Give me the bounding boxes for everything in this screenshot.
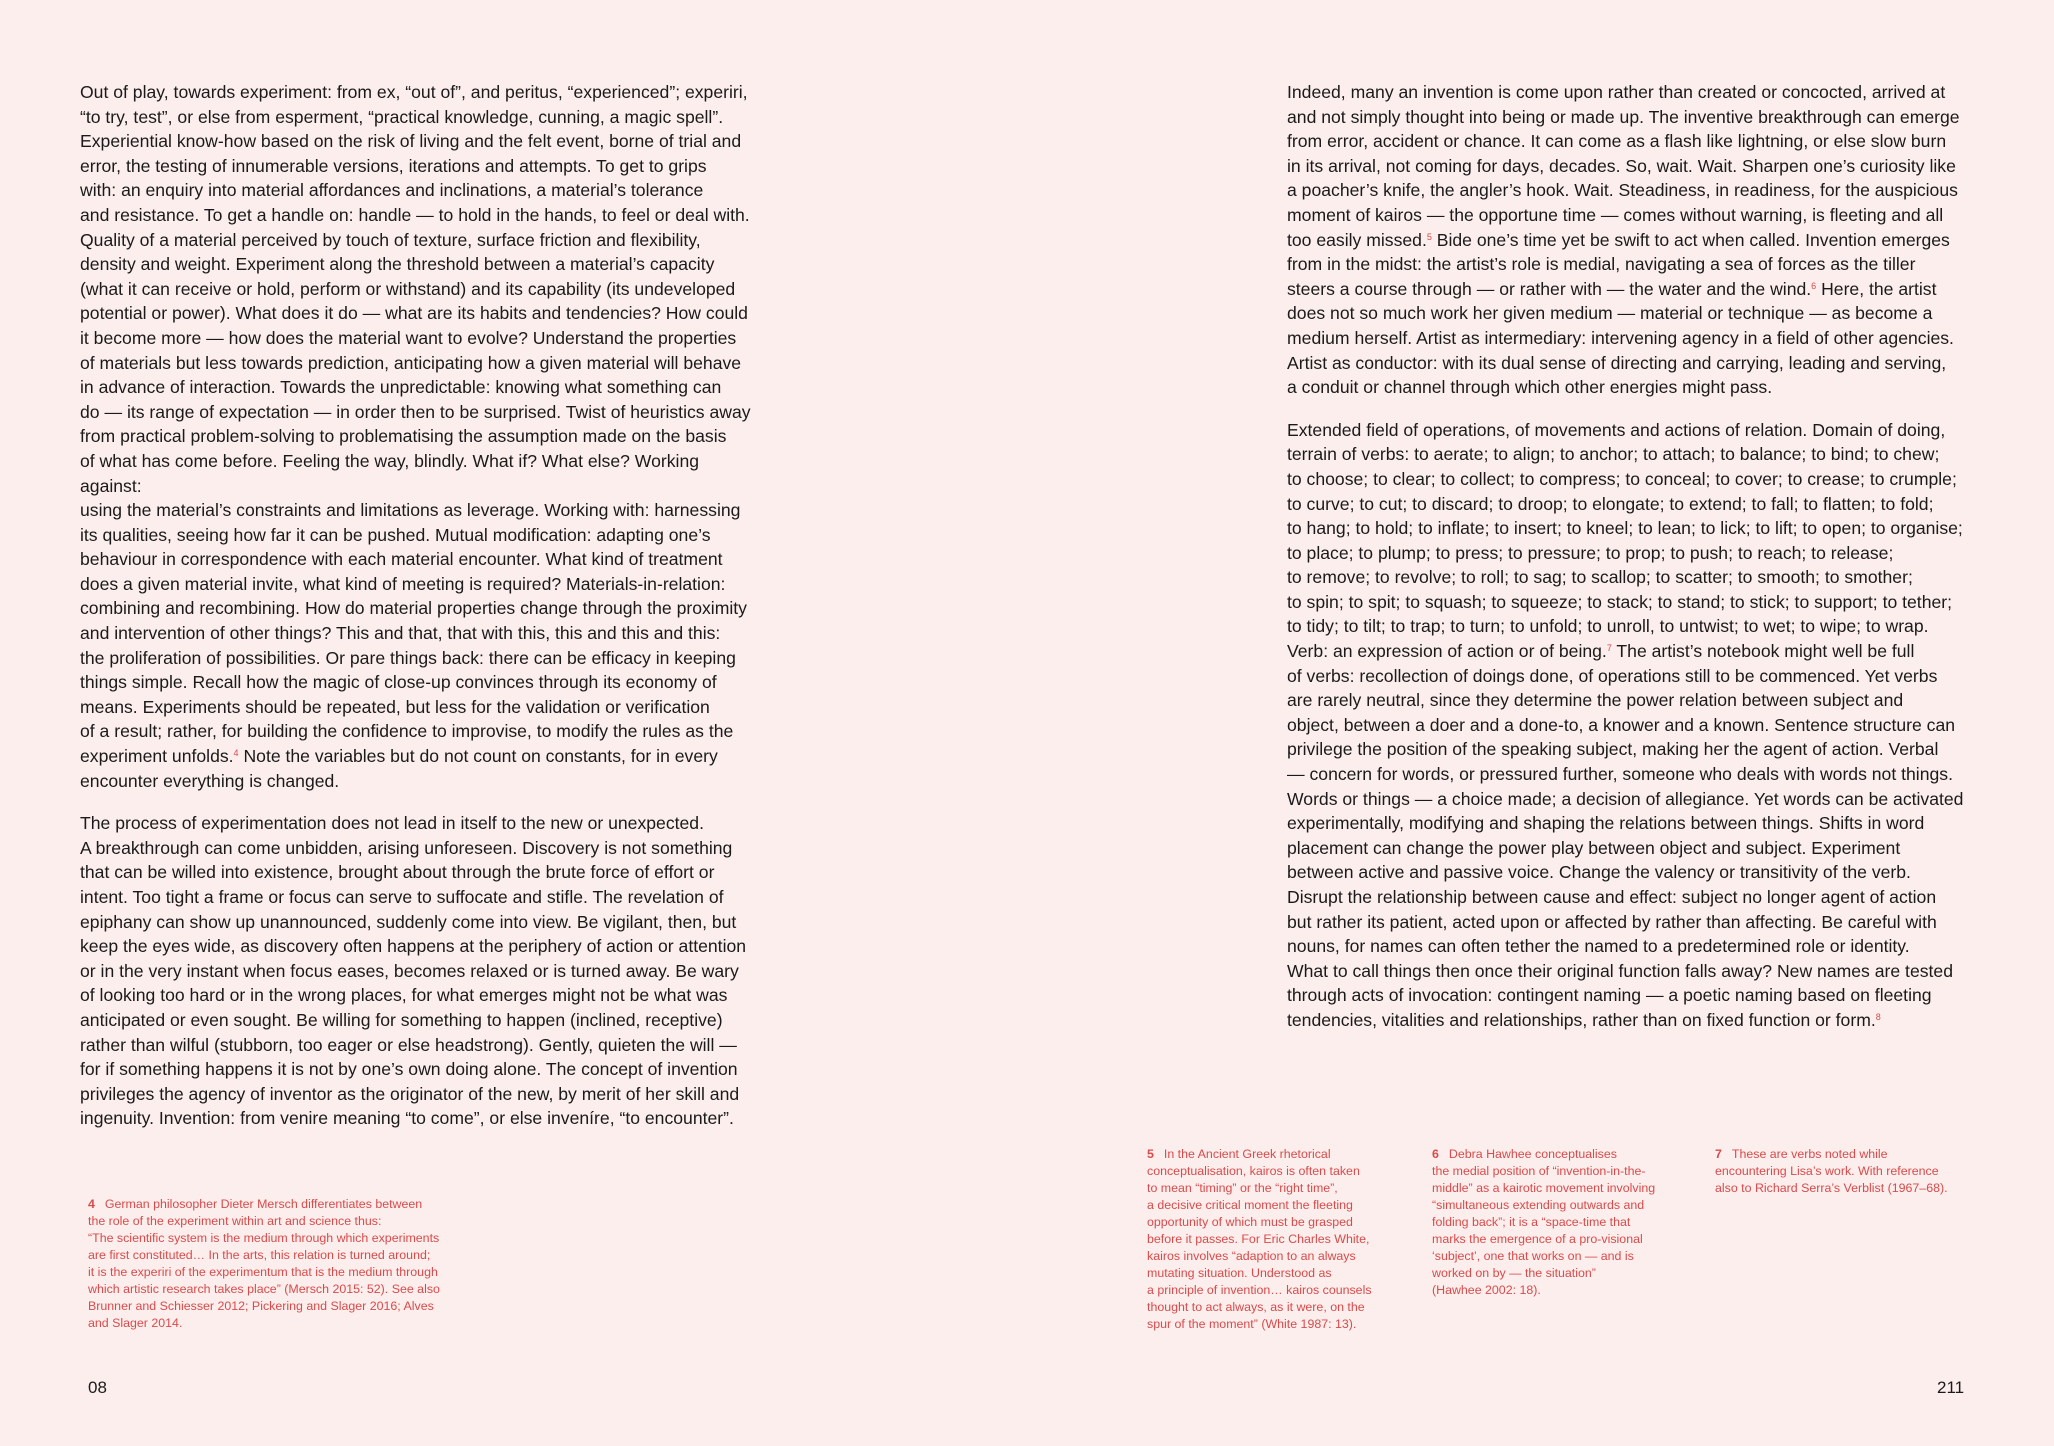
footnote-number: 4 (88, 1197, 95, 1211)
paragraph-verbs (1287, 418, 1997, 1033)
footnote-5 (1147, 1146, 1407, 1333)
paragraph-text: The artist’s notebook might well be full of verbs: recollection of doings done, of operations still to be commenced. Yet verbs are rarely neutral, since they determine the power relation between subject and object, between a doer and a done-to, a knower and a known. Sentence structure can privilege the position of the speaking subject, making her the agent of action. Verbal — concern for words, or pressured further, someone who deals with words not things. Words or things — a choice made; a decision of allegiance. Yet words can be activated experimentally, modifying and shaping the relations between things. Shifts in word placement can change the power play between object and subject. Experiment between active and passive voice. Change the valency or transitivity of the verb. Disrupt the relationship between cause and effect: subject no longer agent of action but rather its patient, acted upon or affected by rather than affecting. Be careful with nouns, for names can often tether the named to a predetermined role or identity. What to call things then once their original function falls away? New names are tested through acts of invocation: contingent naming — a poetic naming based on fleeting tendencies, vitalities and relationships, rather than on fixed function or form. (1287, 641, 1964, 1030)
footnote-ref-6[interactable]: 6 (1811, 280, 1817, 291)
footnote-text: In the Ancient Greek rhetorical conceptualisation, kairos is often taken to mean “timing” or the “right time”, a decisive critical moment the fleeting opportunity of which must be grasped before it passes. For Eric Charles White, kairos involves “adaption to an always mutating situation. Understood as a principle of invention… kairos counsels thought to act always, as it were, on the spur of the moment” (White 1987: 13). (1147, 1147, 1372, 1331)
paragraph-text: Out of play, towards experiment: from ex, “out of”, and peritus, “experienced”; experiri, “to try, test”, or else from esperment, “practical knowledge, cunning, a magic spell”. Experiential know-how based on the risk of living and the felt event, borne of trial and error, the testing of innumerable versions, iterations and attempts. To get to grips with: an enquiry into material affordances and inclinations, a material’s tolerance and resistance. To get a handle on: handle — to hold in the hands, to feel or deal with. Quality of a material perceived by touch of texture, surface friction and flexibility, density and weight. Experiment along the threshold between a material’s capacity (what it can receive or hold, perform or withstand) and its capability (its undeveloped potential or power). What does it do — what are its habits and tendencies? How could it become more — how does the material want to evolve? Understand the properties of materials but less towards prediction, anticipating how a given material will behave in advance of interaction. Towards the unpredictable: knowing what something can do — its range of expectation — in order then to be surprised. Twist of heuristics away from practical problem-solving to problematising the assumption made on the basis of what has come before. Feeling the way, blindly. What if? What else? Working against: using the material’s constraints and limitations as leverage. Working with: harnessing its qualities, seeing how far it can be pushed. Mutual modification: adapting one’s behaviour in correspondence with each material encounter. What kind of treatment does a given material invite, what kind of meeting is required? Materials-in-relation: combining and recombining. How do material properties change through the proximity and intervention of other things? This and that, that with this, this and this and this: the proliferation of possibilities. Or pare things back: there can be efficacy in keeping things simple. Recall how the magic of close-up convinces through its economy of means. Experiments should be repeated, but less for the validation or verification of a result; rather, for building the confidence to improvise, to modify the rules as the experiment unfolds. (80, 82, 751, 767)
page-number: 211 (1937, 1378, 1965, 1397)
footnote-ref-8[interactable]: 8 (1875, 1011, 1881, 1022)
footnote-number: 7 (1715, 1147, 1722, 1161)
paragraph-invention: The process of experimentation does not lead in itself to the new or unexpected. A breakthrough can come unbidden, arising unforeseen. Discovery is not something that can be willed into existence, brought about through the brute force of effort or intent. Too tight a frame or focus can serve to suffocate and stifle. The revelation of epiphany can show up unannounced, suddenly come into view. Be vigilant, then, but keep the eyes wide, as discovery often happens at the periphery of action or attention or in the very instant when focus eases, becomes relaxed or is turned away. Be wary of looking too hard or in the wrong places, for what emerges might not be what was anticipated or even sought. Be willing for something to happen (inclined, receptive) rather than wilful (stubborn, too eager or else headstrong). Gently, quieten the will — for if something happens it is not by one’s own doing alone. The concept of invention privileges the agency of inventor as the originator of the new, by merit of her skill and ingenuity. Invention: from venire meaning “to come”, or else inveníre, “to encounter”. (80, 813, 747, 1129)
footnote-text: These are verbs noted while encountering Lisa’s work. With reference also to Richard Serra’s Verblist (1967–68). (1715, 1147, 1948, 1195)
paragraph-text-tail: Note the variables but do not count on constants, for in every encounter everything is changed. (80, 746, 718, 791)
right-body-text (1287, 80, 1997, 1033)
paragraph-text: Indeed, many an invention is come upon rather than created or concocted, arrived at and not simply thought into being or made up. The inventive breakthrough can emerge from error, accident or chance. It can come as a flash like lightning, or else slow burn in its arrival, not coming for days, decades. So, wait. Wait. Sharpen one’s curiosity like a poacher’s knife, the angler’s hook. Wait. Steadiness, in readiness, for the auspicious moment of kairos — the opportune time — comes without warning, is fleeting and all too easily missed. (1287, 82, 1960, 250)
paragraph-text: Extended field of operations, of movements and actions of relation. Domain of doing, terrain of verbs: to aerate; to align; to anchor; to attach; to balance; to bind; to chew; to choose; to clear; to collect; to compress; to conceal; to cover; to crease; to crumple; to curve; to cut; to discard; to droop; to elongate; to extend; to fall; to flatten; to fold; to hang; to hold; to inflate; to insert; to kneel; to lean; to lick; to lift; to open; to organise; to place; to plump; to press; to pressure; to prop; to push; to reach; to release; to remove; to revolve; to roll; to sag; to scallop; to scatter; to smooth; to smother; to spin; to spit; to squash; to squeeze; to stack; to stand; to stick; to support; to tether; to tidy; to tilt; to trap; to turn; to unfold; to unroll, to untwist; to wet; to wipe; to wrap. Verb: an expression of action or of being. (1287, 419, 1963, 662)
paragraph-come-upon (1287, 80, 1997, 400)
page-number: 08 (88, 1378, 107, 1397)
paragraph-experiment (80, 80, 760, 793)
paragraph-text: Bide one’s time yet be swift to act when called. Invention emerges from in the midst: the artist’s role is medial, navigating a sea of forces as the tiller steers a course through — or rather with — the water and the wind. (1287, 229, 1950, 299)
right-page (1027, 0, 2054, 1446)
footnote-7 (1715, 1146, 1975, 1197)
footnote-ref-5[interactable]: 5 (1426, 231, 1432, 242)
footnote-ref-7[interactable]: 7 (1606, 643, 1612, 654)
left-body-text (80, 80, 760, 1131)
footnote-6 (1432, 1146, 1692, 1299)
footnote-number: 6 (1432, 1147, 1439, 1161)
paragraph-text: Here, the artist does not so much work her given medium — material or technique — as become a medium herself. Artist as intermediary: intervening agency in a field of other agencies. Artist as conductor: with its dual sense of directing and carrying, leading and serving, a conduit or channel through which other energies might pass. (1287, 278, 1954, 398)
footnote-number: 5 (1147, 1147, 1154, 1161)
footnote-ref-4[interactable]: 4 (233, 748, 239, 759)
footnote-text: German philosopher Dieter Mersch differentiates between the role of the experiment within art and science thus: “The scientific system is the medium through which experiments are first constituted… In the arts, this relation is turned around; it is the experiri of the experimentum that is the medium through which artistic research takes place” (Mersch 2015: 52). See also Brunner and Schiesser 2012; Pickering and Slager 2016; Alves and Slager 2014. (88, 1197, 440, 1330)
footnote-4 (88, 1196, 508, 1332)
footnote-text: Debra Hawhee conceptualises the medial position of “invention-in-the- middle” as a kairotic movement involving “simultaneous extending outwards and folding back”; it is a “space-time that marks the emergence of a pro-visional ‘subject’, one that works on — and is worked on by — the situation” (Hawhee 2002: 18). (1432, 1147, 1656, 1297)
